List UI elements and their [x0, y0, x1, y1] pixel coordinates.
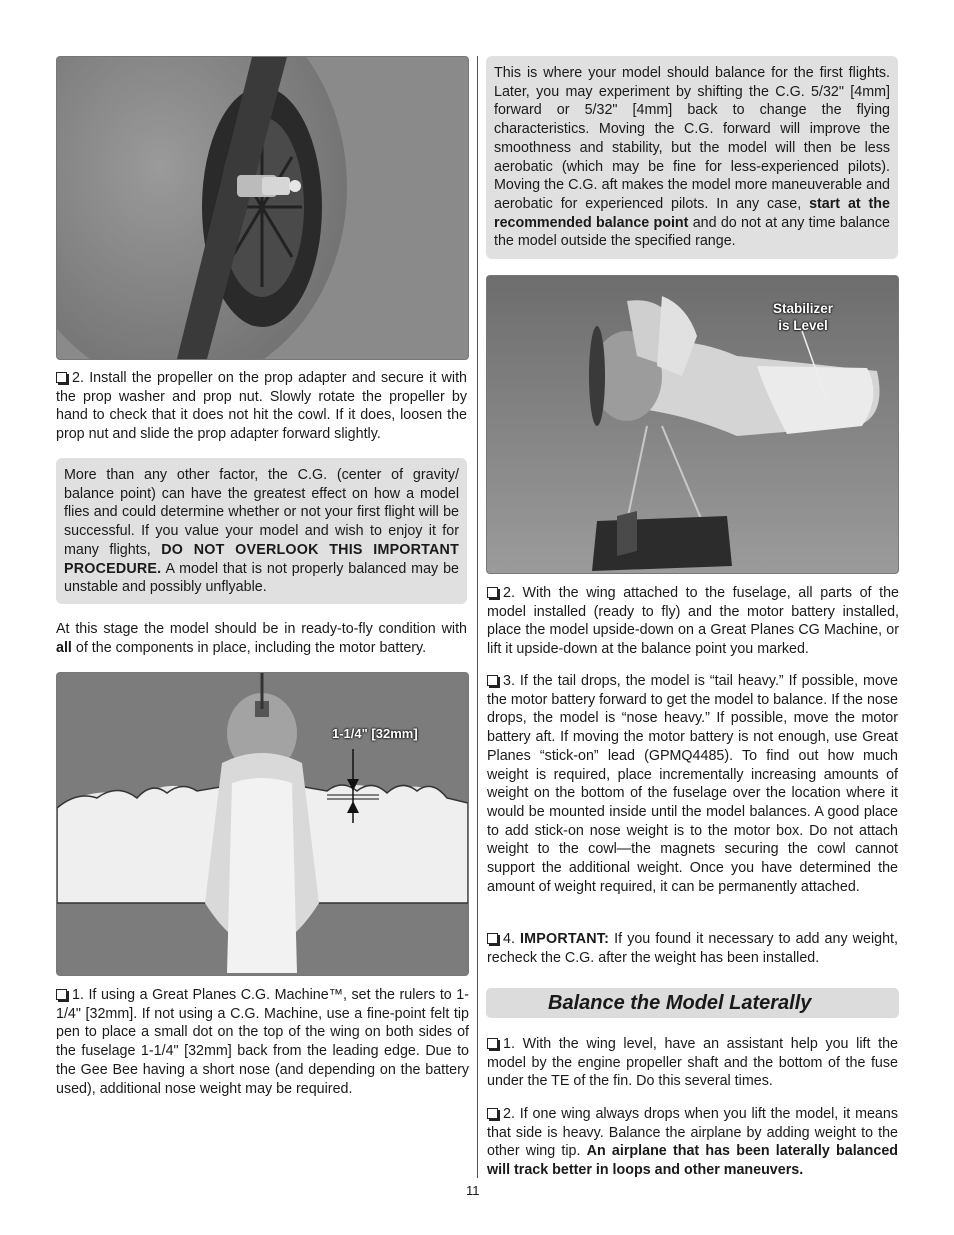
step-tail-drops: 3. If the tail drops, the model is “tail heavy.” If possible, move the motor battery forward to get the model to balance. If the nose drops, the model is “nose heavy.” If possible, move the motor battery aft. If moving the motor battery is not enough, use Great Planes “stick-on” lead (GPMQ4485). To find out how much weight is required, place incrementally increasing amounts of weight on the bottom of the fuselage over the location where it would be mounted inside until the model balances. A good place to add stick-on nose weight is to the motor box. Do not attach weight to the cowl—the magnets securing the cowl cannot support the additional weight. Once you have determined the amount of weight required, it can be permanently attached. — [487, 673, 898, 895]
cg-machine-photo — [486, 275, 899, 574]
step-wing-drops: 2. If one wing always drops when you lift the model, it means that side is heavy. Balance the airplane by adding weight to the other wing tip. An airplane that has been laterally balanced will track better in loops and other maneuvers. — [487, 1106, 898, 1179]
stabilizer-callout: Stabilizer is Level — [772, 301, 834, 333]
step-important: 4. IMPORTANT: If you found it necessary to add any weight, recheck the C.G. after the weight has been installed. — [487, 931, 898, 966]
checkbox-icon[interactable] — [487, 933, 498, 944]
step-lift-model: 1. With the wing level, have an assistant help you lift the model by the engine propeller shaft and the bottom of the fuse under the TE of the fin. Do this several times. — [487, 1036, 898, 1090]
ready-to-fly-note: At this stage the model should be in ready-to-fly condition with all of the components in place, including the motor battery. — [56, 621, 467, 656]
checkbox-icon[interactable] — [487, 1108, 498, 1119]
checkbox-icon[interactable] — [487, 1038, 498, 1049]
step-set-rulers: 1. If using a Great Planes C.G. Machine™, set the rulers to 1-1/4" [32mm]. If not using a C.G. Machine, use a fine-point felt tip pen to place a small dot on the top of the wing on both sides of the fuselage 1-1/4" [32mm] back from the leading edge. Due to the Gee Bee having a short nose (and depending on the battery used), additional nose weight may be required. — [56, 987, 469, 1097]
column-divider — [477, 56, 478, 1178]
checkbox-icon[interactable] — [56, 989, 67, 1000]
wing-top-photo — [56, 672, 469, 976]
checkbox-icon[interactable] — [487, 587, 498, 598]
step-attach-wing: 2. With the wing attached to the fuselage, all parts of the model installed (ready to fly) and the motor battery installed, place the model upside-down on a Great Planes CG Machine, or lift it upside-down at the balance point you marked. — [487, 585, 899, 658]
checkbox-icon[interactable] — [487, 675, 498, 686]
page-number: 11 — [466, 1183, 480, 1198]
section-heading: Balance the Model Laterally — [486, 988, 899, 1018]
balance-info-box: This is where your model should balance for the first flights. Later, you may experiment by shifting the C.G. 5/32" [4mm] forward or 5/32" [4mm] back to change the flying characteristics. Moving the C.G. forward will improve the smoothness and stability, but the model will then be less aerobatic (which may be fine for less-experienced pilots). Moving the C.G. aft makes the model more maneuverable and aerobatic for experienced pilots. In any case, start at the recommended balance point and do not at any time balance the model outside the specified range. — [486, 56, 898, 259]
measurement-callout: 1-1/4" [32mm] — [332, 726, 418, 741]
propeller-photo — [56, 56, 469, 360]
checkbox-icon[interactable] — [56, 372, 67, 383]
cg-warning-box: More than any other factor, the C.G. (center of gravity/ balance point) can have the greatest effect on how a model flies and could determine whether or not your first flight will be successful. If you value your model and wish to enjoy it for many flights, DO NOT OVERLOOK THIS IMPORTANT PROCEDURE. A model that is not properly balanced may be unstable and possibly unflyable. — [56, 458, 467, 604]
step-install-propeller: 2. Install the propeller on the prop adapter and secure it with the prop washer and prop nut. Slowly rotate the propeller by hand to check that it does not hit the cowl. If it does, loosen the prop nut and slide the prop adapter forward slightly. — [56, 370, 467, 443]
